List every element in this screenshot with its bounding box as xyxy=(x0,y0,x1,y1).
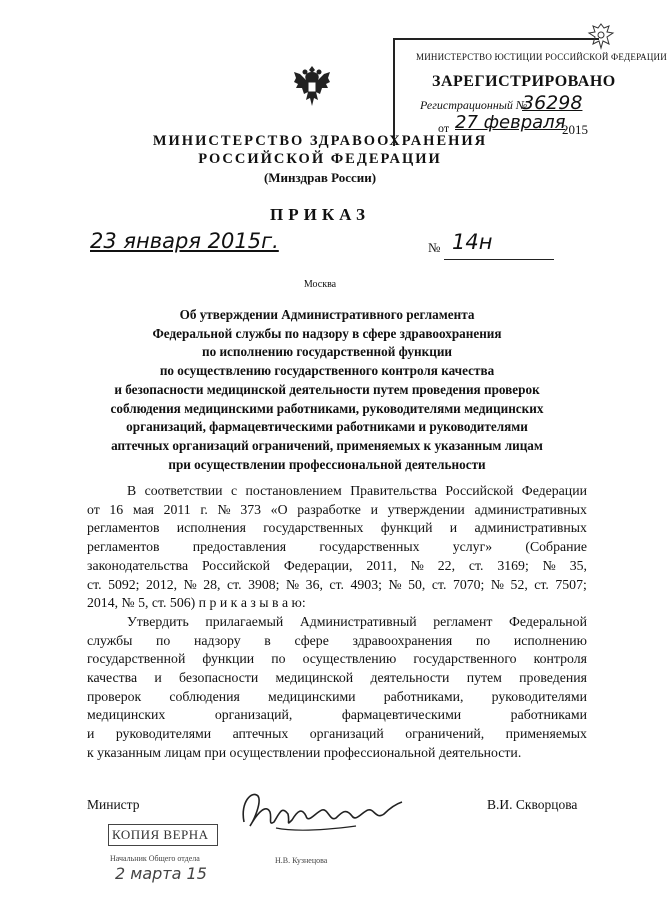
document-number-sign: № xyxy=(428,240,441,255)
document-city: Москва xyxy=(303,279,337,290)
stamp-date-label: от xyxy=(438,121,450,135)
body-line: качества и безопасности медицинской деятельности путем проведения xyxy=(87,670,587,686)
body-line: Утвердить прилагаемый Административный регламент Федеральной xyxy=(127,613,587,629)
document-number: 14н xyxy=(452,230,493,254)
body-line: службы по надзору в сфере здравоохранения по исполнению xyxy=(87,632,587,648)
copy-stamp-label: КОПИЯ ВЕРНА xyxy=(112,827,209,842)
stamp-date-year: 2015 xyxy=(562,122,588,137)
copy-stamp-date: 2 марта 15 xyxy=(115,864,207,883)
title-line: соблюдения медицинскими работниками, руководителями медицинских xyxy=(110,400,544,416)
title-line: по осуществлению государственного контроля качества xyxy=(159,363,495,379)
body-line: В соответствии с постановлением Правительства Российской Федерации xyxy=(127,483,587,498)
ministry-name-line1: МИНИСТЕРСТВО ЗДРАВООХРАНЕНИЯ xyxy=(152,133,488,149)
copy-stamp-head: Начальник Общего отдела xyxy=(110,854,200,863)
title-line: и безопасности медицинской деятельности путем проведения проверок xyxy=(114,381,540,397)
body-line: и руководителями аптечных организаций ограничений, применяемых xyxy=(87,726,587,742)
title-line: Об утверждении Административного регламента xyxy=(179,307,475,322)
signer-name: В.И. Скворцова xyxy=(487,797,578,812)
body-line: государственной функции по осуществлению государственного контроля xyxy=(87,651,587,667)
body-line: медицинских организаций, фармацевтическими работниками xyxy=(87,707,587,723)
title-line: по исполнению государственной функции xyxy=(201,344,453,360)
document-date: 23 января 2015г. xyxy=(90,229,279,253)
body-line: регламентов исполнения государственных функций и административных xyxy=(87,520,587,536)
body-line: 2014, № 5, ст. 506) п р и к а з ы в а ю: xyxy=(87,595,306,611)
stamp-ministry: МИНИСТЕРСТВО ЮСТИЦИИ РОССИЙСКОЙ ФЕДЕРАЦИИ xyxy=(416,52,667,62)
document-body xyxy=(87,482,587,763)
document-type: ПРИКАЗ xyxy=(270,205,370,224)
stamp-reg-number-label: Регистрационный № xyxy=(420,98,528,112)
title-line: Федеральной службы по надзору в сфере здравоохранения xyxy=(152,325,502,341)
body-line: проверок соблюдения медицинскими работниками, руководителями xyxy=(87,688,587,704)
title-line: при осуществлении профессиональной деятельности xyxy=(168,456,486,472)
coat-of-arms-icon xyxy=(292,64,332,110)
document-title xyxy=(82,306,572,474)
stamp-date-value: 27 февраля xyxy=(455,112,566,133)
body-line: к указанным лицам при осуществлении профессиональной деятельности. xyxy=(87,744,522,760)
copy-stamp-name: Н.В. Кузнецова xyxy=(275,856,328,865)
title-line: аптечных организаций ограничений, применяемых к указанным лицам xyxy=(111,437,543,453)
body-line: регламентов предоставления государственных услуг» (Собрание xyxy=(87,539,587,555)
ministry-name-line2: РОССИЙСКОЙ ФЕДЕРАЦИИ xyxy=(198,151,442,167)
signer-position: Министр xyxy=(87,797,140,812)
body-line: от 16 мая 2011 г. № 373 «О разработке и утверждении административных xyxy=(87,501,587,517)
stamp-reg-number: 36298 xyxy=(522,92,583,114)
handwritten-signature xyxy=(236,782,406,842)
body-line: ст. 5092; 2012, № 28, ст. 3908; № 36, ст. 4903; № 50, ст. 7070; № 52, ст. 7507; xyxy=(87,576,587,592)
stamp-status: ЗАРЕГИСТРИРОВАНО xyxy=(432,73,616,90)
stamp-eagle-icon xyxy=(585,20,617,52)
number-underline xyxy=(444,259,554,260)
ministry-short-name: (Минздрав России) xyxy=(263,170,377,185)
body-line: законодательства Российской Федерации, 2011, № 22, ст. 3169; № 35, xyxy=(87,557,587,573)
title-line: организаций, фармацевтическими работниками и руководителями xyxy=(126,419,528,435)
